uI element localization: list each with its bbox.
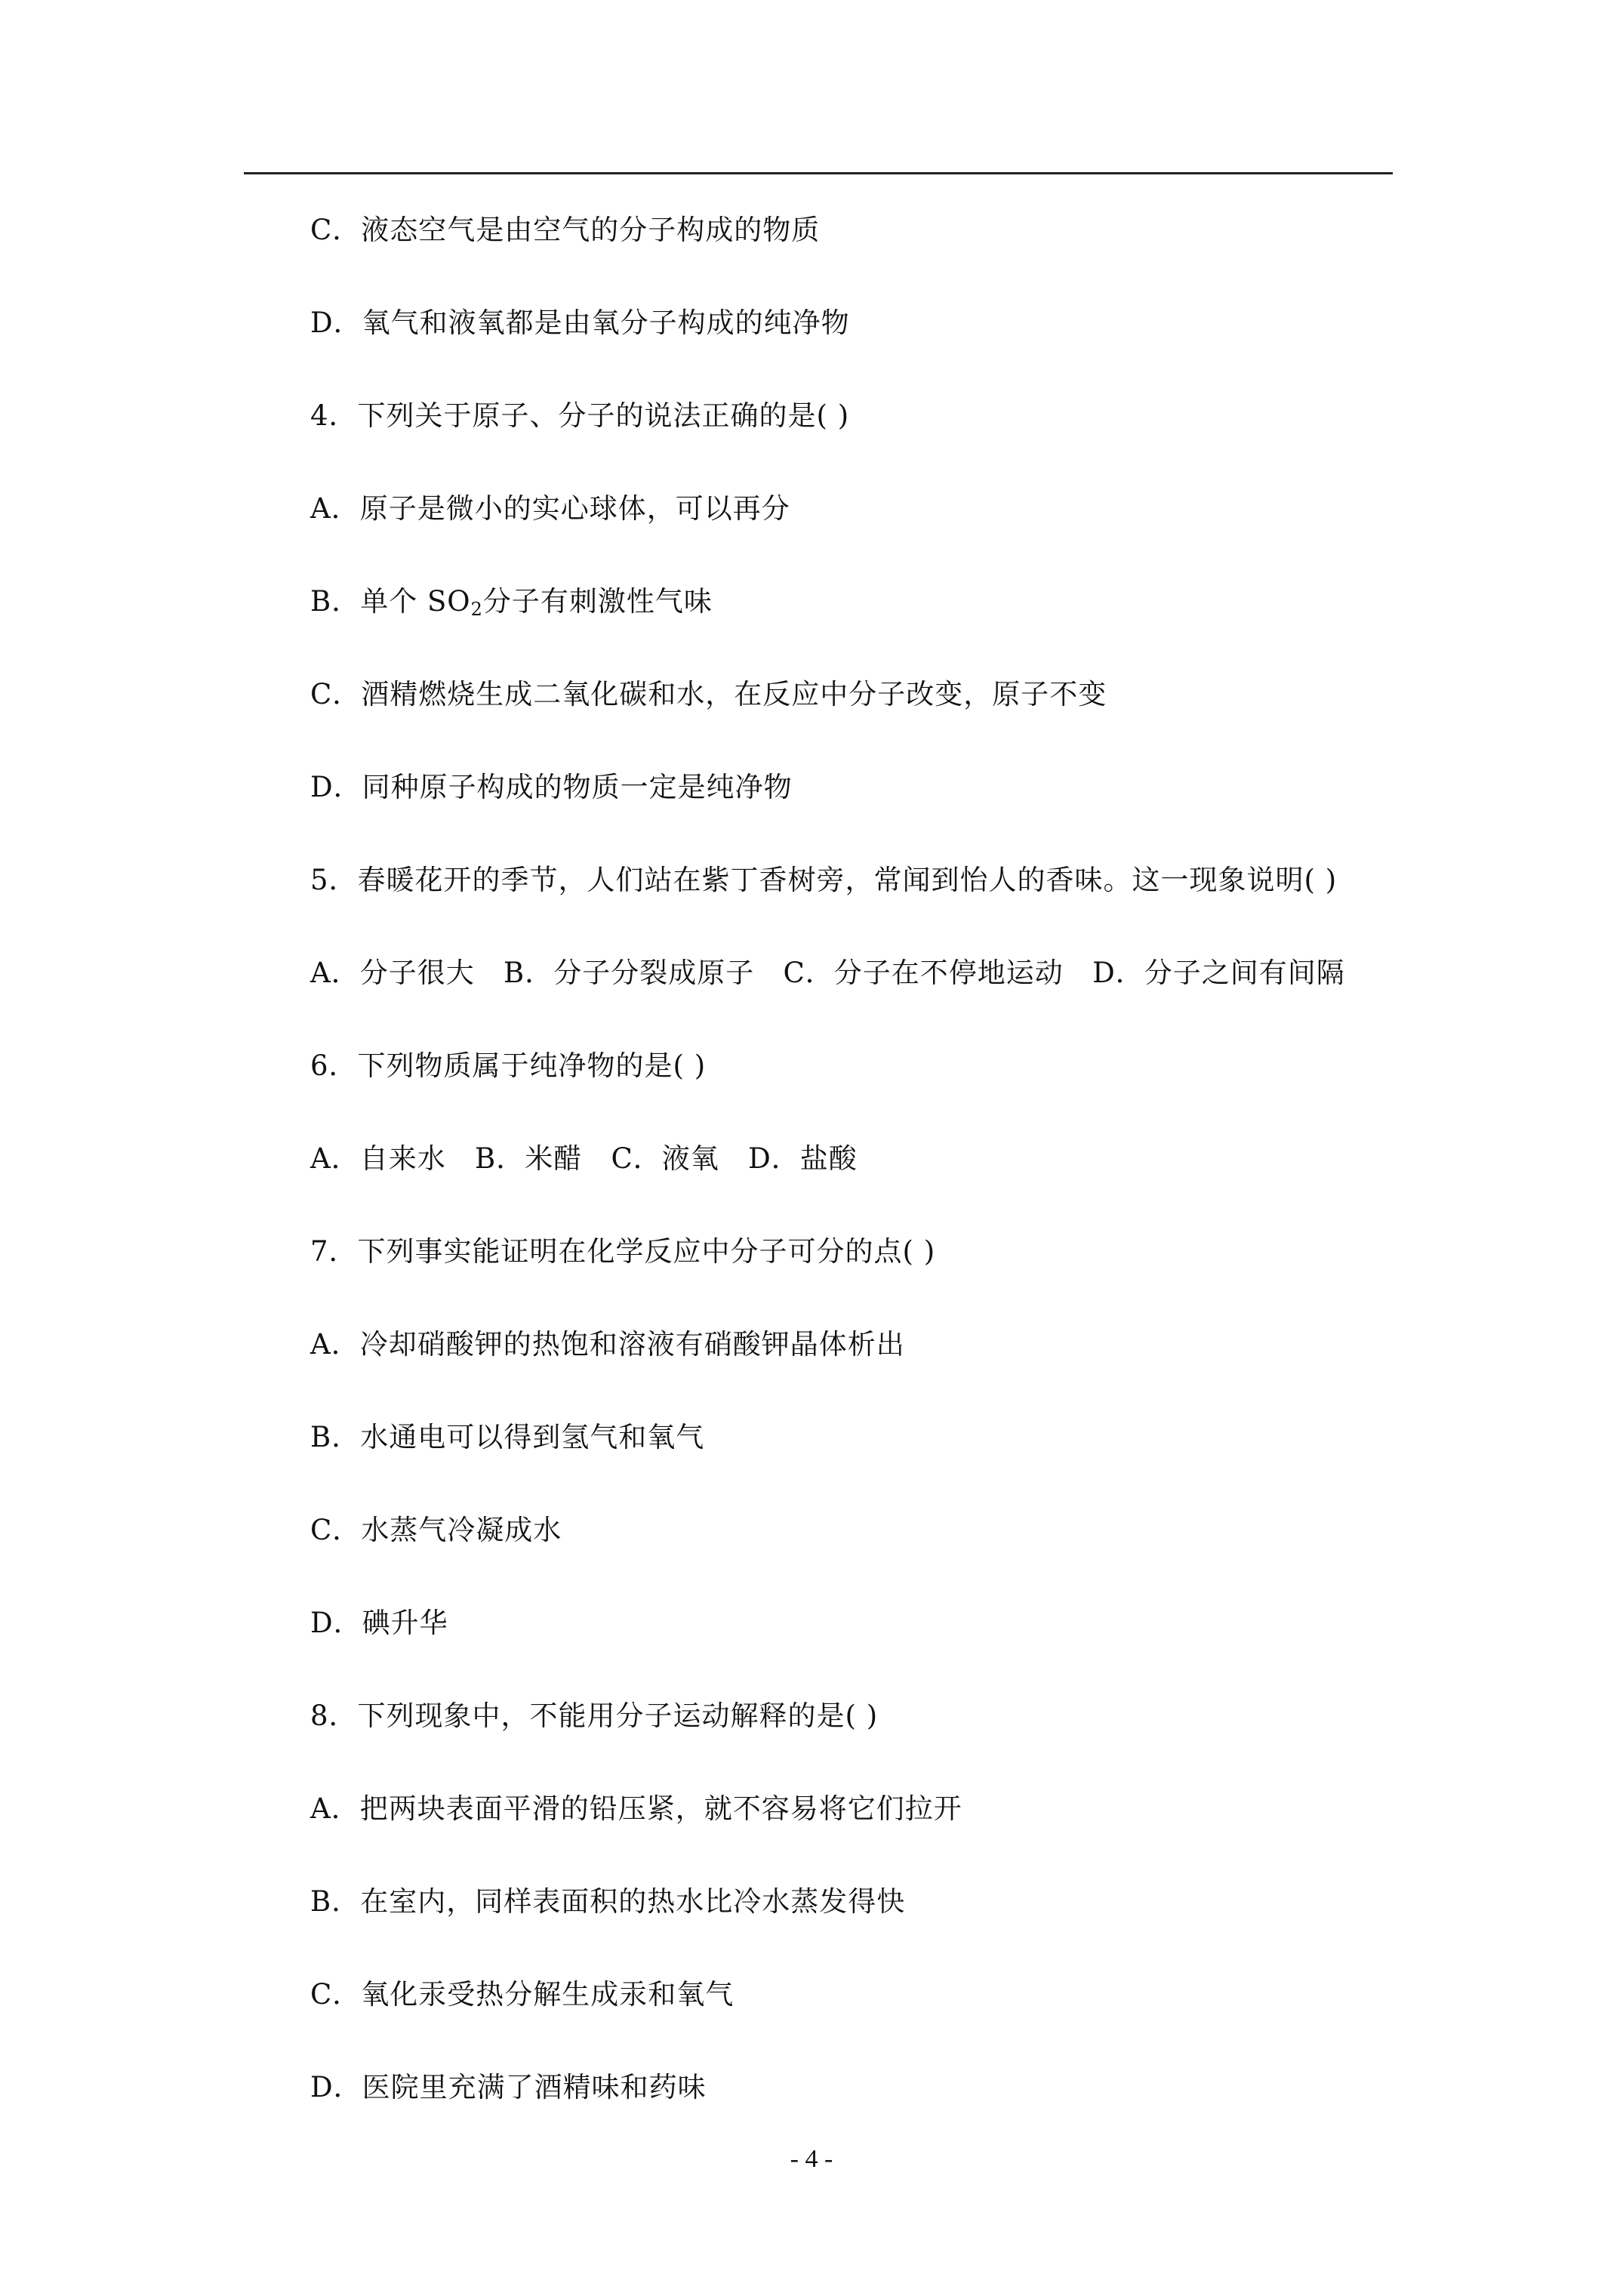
option-4b-head: B．单个 SO xyxy=(310,585,471,618)
option-7d: D．碘升华 xyxy=(310,1607,448,1639)
header-rule xyxy=(244,172,1393,174)
subscript-2: 2 xyxy=(470,599,483,620)
question-4: 4．下列关于原子、分子的说法正确的是( ) xyxy=(310,399,850,432)
option-4b-tail: 分子有刺激性气味 xyxy=(482,585,713,618)
option-7a: A．冷却硝酸钾的热饱和溶液有硝酸钾晶体析出 xyxy=(310,1328,905,1361)
option-4a: A．原子是微小的实心球体，可以再分 xyxy=(310,492,790,525)
option-8c: C．氧化汞受热分解生成汞和氧气 xyxy=(310,1978,735,2011)
options-5: A．分子很大 B．分子分裂成原子 C．分子在不停地运动 D．分子之间有间隔 xyxy=(310,957,1345,989)
option-8a: A．把两块表面平滑的铅压紧，就不容易将它们拉开 xyxy=(310,1792,962,1825)
question-7: 7．下列事实能证明在化学反应中分子可分的点( ) xyxy=(310,1235,936,1268)
question-6: 6．下列物质属于纯净物的是( ) xyxy=(310,1049,707,1082)
page-number: - 4 - xyxy=(790,2145,833,2173)
option-3c: C．液态空气是由空气的分子构成的物质 xyxy=(310,214,821,246)
question-5: 5．春暖花开的季节，人们站在紫丁香树旁，常闻到怡人的香味。这一现象说明( ) xyxy=(310,864,1338,896)
option-8b: B．在室内，同样表面积的热水比冷水蒸发得快 xyxy=(310,1885,906,1918)
option-8d: D．医院里充满了酒精味和药味 xyxy=(310,2071,707,2103)
option-3d: D．氧气和液氧都是由氧分子构成的纯净物 xyxy=(310,307,850,339)
option-4c: C．酒精燃烧生成二氧化碳和水，在反应中分子改变，原子不变 xyxy=(310,678,1107,710)
question-8: 8．下列现象中，不能用分子运动解释的是( ) xyxy=(310,1700,879,1732)
option-7c: C．水蒸气冷凝成水 xyxy=(310,1514,562,1546)
option-7b: B．水通电可以得到氢气和氧气 xyxy=(310,1421,705,1453)
option-4d: D．同种原子构成的物质一定是纯净物 xyxy=(310,771,793,803)
options-6: A．自来水 B．米醋 C．液氧 D．盐酸 xyxy=(310,1142,858,1175)
option-4b xyxy=(310,583,713,621)
